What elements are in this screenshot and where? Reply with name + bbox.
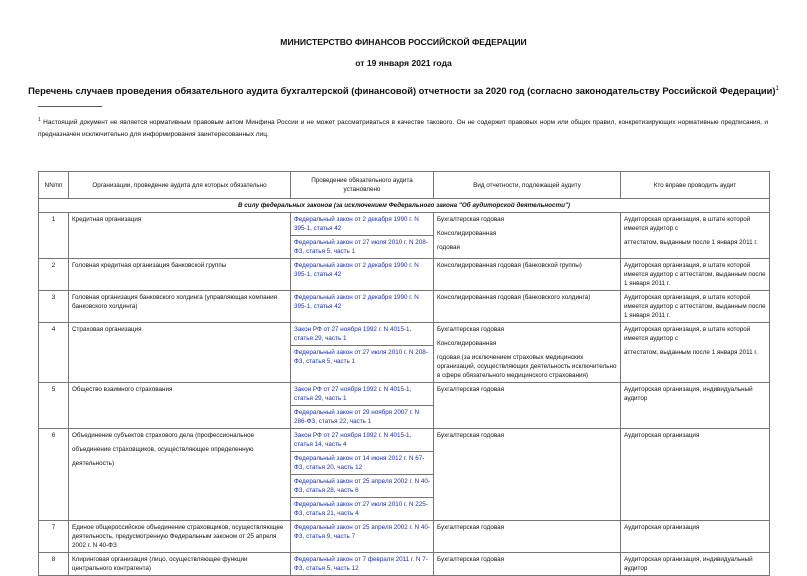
organization-cell-line: Кредитная организация bbox=[72, 216, 142, 223]
document-date: от 19 января 2021 года bbox=[355, 58, 452, 68]
report-type-cell-line: Бухгалтерская годовая bbox=[437, 326, 505, 333]
auditor-cell-line: Аудиторская организация, в штате которой имеется аудитор с bbox=[624, 326, 751, 342]
law-cell bbox=[291, 553, 434, 576]
law-link[interactable]: Закон РФ от 27 ноября 1992 г. N 4015-1, статья 14, часть 4 bbox=[294, 432, 412, 448]
organization-cell bbox=[69, 259, 291, 291]
auditor-cell bbox=[621, 291, 770, 323]
section-row bbox=[39, 199, 770, 213]
report-type-cell bbox=[434, 213, 621, 259]
footnote-text: Настоящий документ не является нормативным правовым актом Минфина России и не может рассматриваться в качестве такового. Он не содержит правовых норм или общих правил, конкретизирующих нормативные предписания, и предназначен исключительно для информирования заинтересованных лиц. bbox=[38, 119, 768, 139]
footnote-divider bbox=[38, 106, 102, 107]
organization-cell bbox=[69, 323, 291, 383]
row-number: 2 bbox=[39, 259, 69, 291]
column-header: NN/пп bbox=[39, 172, 69, 199]
organization-cell bbox=[69, 291, 291, 323]
report-type-cell bbox=[434, 259, 621, 291]
law-cell bbox=[291, 259, 434, 291]
report-type-cell-line: Консолидированная bbox=[437, 230, 497, 237]
law-link[interactable]: Федеральный закон от 27 июля 2010 г. N 208-ФЗ, статья 5, часть 1 bbox=[291, 345, 433, 368]
auditor-cell bbox=[621, 213, 770, 259]
report-type-cell bbox=[434, 383, 621, 429]
row-number: 1 bbox=[39, 213, 69, 259]
law-link[interactable]: Федеральный закон от 7 февраля 2011 г. N 7-ФЗ, статья 5, часть 12 bbox=[294, 556, 428, 572]
ministry-heading: МИНИСТЕРСТВО ФИНАНСОВ РОССИЙСКОЙ ФЕДЕРАЦИИ bbox=[280, 37, 527, 47]
table-row bbox=[39, 553, 770, 576]
report-type-cell-line: годовая (за исключением страховых медицинских организаций, осуществляющих деятельность исключительно в сфере обязательного медицинского страхования) bbox=[437, 354, 617, 379]
column-header: Кто вправе проводить аудит bbox=[621, 172, 770, 199]
table-row bbox=[39, 291, 770, 323]
report-type-cell-line: Бухгалтерская годовая bbox=[437, 216, 505, 223]
auditor-cell bbox=[621, 553, 770, 576]
report-type-cell-line: Консолидированная годовая (банковского холдинга) bbox=[437, 294, 591, 301]
report-type-cell bbox=[434, 429, 621, 521]
law-cell bbox=[291, 429, 434, 521]
law-link[interactable]: Федеральный закон от 2 декабря 1990 г. N 395-1, статья 42 bbox=[294, 262, 419, 278]
table-row bbox=[39, 429, 770, 521]
organization-cell bbox=[69, 521, 291, 553]
auditor-cell-line: Аудиторская организация bbox=[624, 432, 700, 439]
report-type-cell bbox=[434, 553, 621, 576]
auditor-cell-line: Аудиторская организация, в штате которой имеется аудитор с bbox=[624, 216, 751, 232]
law-link[interactable]: Федеральный закон от 2 декабря 1990 г. N 395-1, статья 42 bbox=[294, 216, 419, 232]
footnote-ref[interactable]: 1 bbox=[775, 85, 779, 92]
audit-cases-table bbox=[38, 171, 770, 576]
law-link[interactable]: Федеральный закон от 14 июня 2012 г. N 67-ФЗ, статья 20, часть 12 bbox=[291, 451, 433, 474]
table-header-row bbox=[39, 172, 770, 199]
table-row bbox=[39, 383, 770, 429]
report-type-cell-line: Бухгалтерская годовая bbox=[437, 556, 505, 563]
report-type-cell bbox=[434, 291, 621, 323]
law-link[interactable]: Федеральный закон от 2 декабря 1990 г. N 395-1, статья 42 bbox=[294, 294, 419, 310]
footnote-marker: 1 bbox=[38, 117, 41, 123]
auditor-cell bbox=[621, 429, 770, 521]
law-link[interactable]: Закон РФ от 27 ноября 1992 г. N 4015-1, статья 29, часть 1 bbox=[294, 326, 412, 342]
row-number: 4 bbox=[39, 323, 69, 383]
row-number: 6 bbox=[39, 429, 69, 521]
law-link[interactable]: Федеральный закон от 25 апреля 2002 г. N 40-ФЗ, статья 28, часть 6 bbox=[291, 474, 433, 497]
auditor-cell bbox=[621, 383, 770, 429]
law-link[interactable]: Федеральный закон от 27 июля 2010 г. N 225-ФЗ, статья 21, часть 4 bbox=[291, 497, 433, 520]
document-title-text: Перечень случаев проведения обязательного аудита бухгалтерской (финансовой) отчетности за 2020 год (согласно законодательству Российской Федерации) bbox=[28, 85, 776, 96]
organization-cell-line: Единое общероссийское объединение страховщиков, осуществляющее деятельность, предусмотренную Федеральным законом от 25 апреля 2002 г. N 40-ФЗ bbox=[72, 524, 284, 549]
column-header: Организации, проведение аудита для которых обязательно bbox=[69, 172, 291, 199]
law-cell bbox=[291, 291, 434, 323]
organization-cell-line: Общество взаимного страхования bbox=[72, 386, 173, 393]
table-row bbox=[39, 259, 770, 291]
auditor-cell-line: Аудиторская организация, индивидуальный аудитор bbox=[624, 386, 753, 402]
document-title bbox=[0, 85, 807, 96]
auditor-cell-line: Аудиторская организация, индивидуальный аудитор bbox=[624, 556, 753, 572]
row-number: 5 bbox=[39, 383, 69, 429]
auditor-cell-line: Аудиторская организация, в штате которой имеется аудитор с аттестатом, выданным после 1 января 2011 г. bbox=[624, 262, 766, 287]
law-cell bbox=[291, 521, 434, 553]
table-row bbox=[39, 213, 770, 259]
auditor-cell-line: Аудиторская организация, в штате которой имеется аудитор с аттестатом, выданным после 1 января 2011 г. bbox=[624, 294, 766, 319]
report-type-cell-line: Консолидированная годовая (банковской группы) bbox=[437, 262, 582, 269]
law-cell bbox=[291, 383, 434, 429]
report-type-cell-line: Консолидированная bbox=[437, 340, 497, 347]
organization-cell bbox=[69, 213, 291, 259]
organization-cell bbox=[69, 429, 291, 521]
organization-cell-line: деятельность) bbox=[72, 460, 115, 467]
law-cell bbox=[291, 323, 434, 383]
column-header: Вид отчетности, подлежащей аудиту bbox=[434, 172, 621, 199]
law-link[interactable]: Федеральный закон от 25 апреля 2002 г. N 40-ФЗ, статья 9, часть 7 bbox=[294, 524, 430, 540]
law-link[interactable]: Федеральный закон от 27 июля 2010 г. N 208-ФЗ, статья 5, часть 1 bbox=[291, 235, 433, 258]
organization-cell-line: Клиринговая организация (лицо, осуществляющее функции центрального контрагента) bbox=[72, 556, 248, 572]
row-number: 8 bbox=[39, 553, 69, 576]
section-title: В силу федеральных законов (за исключением Федерального закона "Об аудиторской деятельности") bbox=[39, 199, 770, 213]
report-type-cell-line: Бухгалтерская годовая bbox=[437, 524, 505, 531]
auditor-cell-line: аттестатом, выданным после 1 января 2011 г. bbox=[624, 239, 758, 246]
report-type-cell bbox=[434, 521, 621, 553]
organization-cell-line: Страховая организация bbox=[72, 326, 142, 333]
row-number: 3 bbox=[39, 291, 69, 323]
report-type-cell bbox=[434, 323, 621, 383]
auditor-cell bbox=[621, 259, 770, 291]
law-link[interactable]: Федеральный закон от 29 ноября 2007 г. N 286-ФЗ, статья 22, часть 1 bbox=[291, 405, 433, 428]
organization-cell-line: Объединение субъектов страхового дела (профессиональное bbox=[72, 432, 255, 439]
table-row bbox=[39, 521, 770, 553]
auditor-cell bbox=[621, 521, 770, 553]
law-cell bbox=[291, 213, 434, 259]
auditor-cell-line: аттестатом, выданным после 1 января 2011 г. bbox=[624, 349, 758, 356]
report-type-cell-line: годовая bbox=[437, 244, 460, 251]
organization-cell-line: Головная кредитная организация банковской группы bbox=[72, 262, 227, 269]
organization-cell bbox=[69, 553, 291, 576]
organization-cell-line: объединение страховщиков, осуществляющее определенную bbox=[72, 446, 254, 453]
report-type-cell-line: Бухгалтерская годовая bbox=[437, 386, 505, 393]
row-number: 7 bbox=[39, 521, 69, 553]
auditor-cell-line: Аудиторская организация bbox=[624, 524, 700, 531]
law-link[interactable]: Закон РФ от 27 ноября 1992 г. N 4015-1, статья 29, часть 1 bbox=[294, 386, 412, 402]
column-header: Проведение обязательного аудита установлено bbox=[291, 172, 434, 199]
report-type-cell-line: Бухгалтерская годовая bbox=[437, 432, 505, 439]
footnote bbox=[38, 114, 768, 141]
auditor-cell bbox=[621, 323, 770, 383]
table-row bbox=[39, 323, 770, 383]
organization-cell-line: Головная организация банковского холдинга (управляющая компания банковского холдинга) bbox=[72, 294, 278, 310]
organization-cell bbox=[69, 383, 291, 429]
